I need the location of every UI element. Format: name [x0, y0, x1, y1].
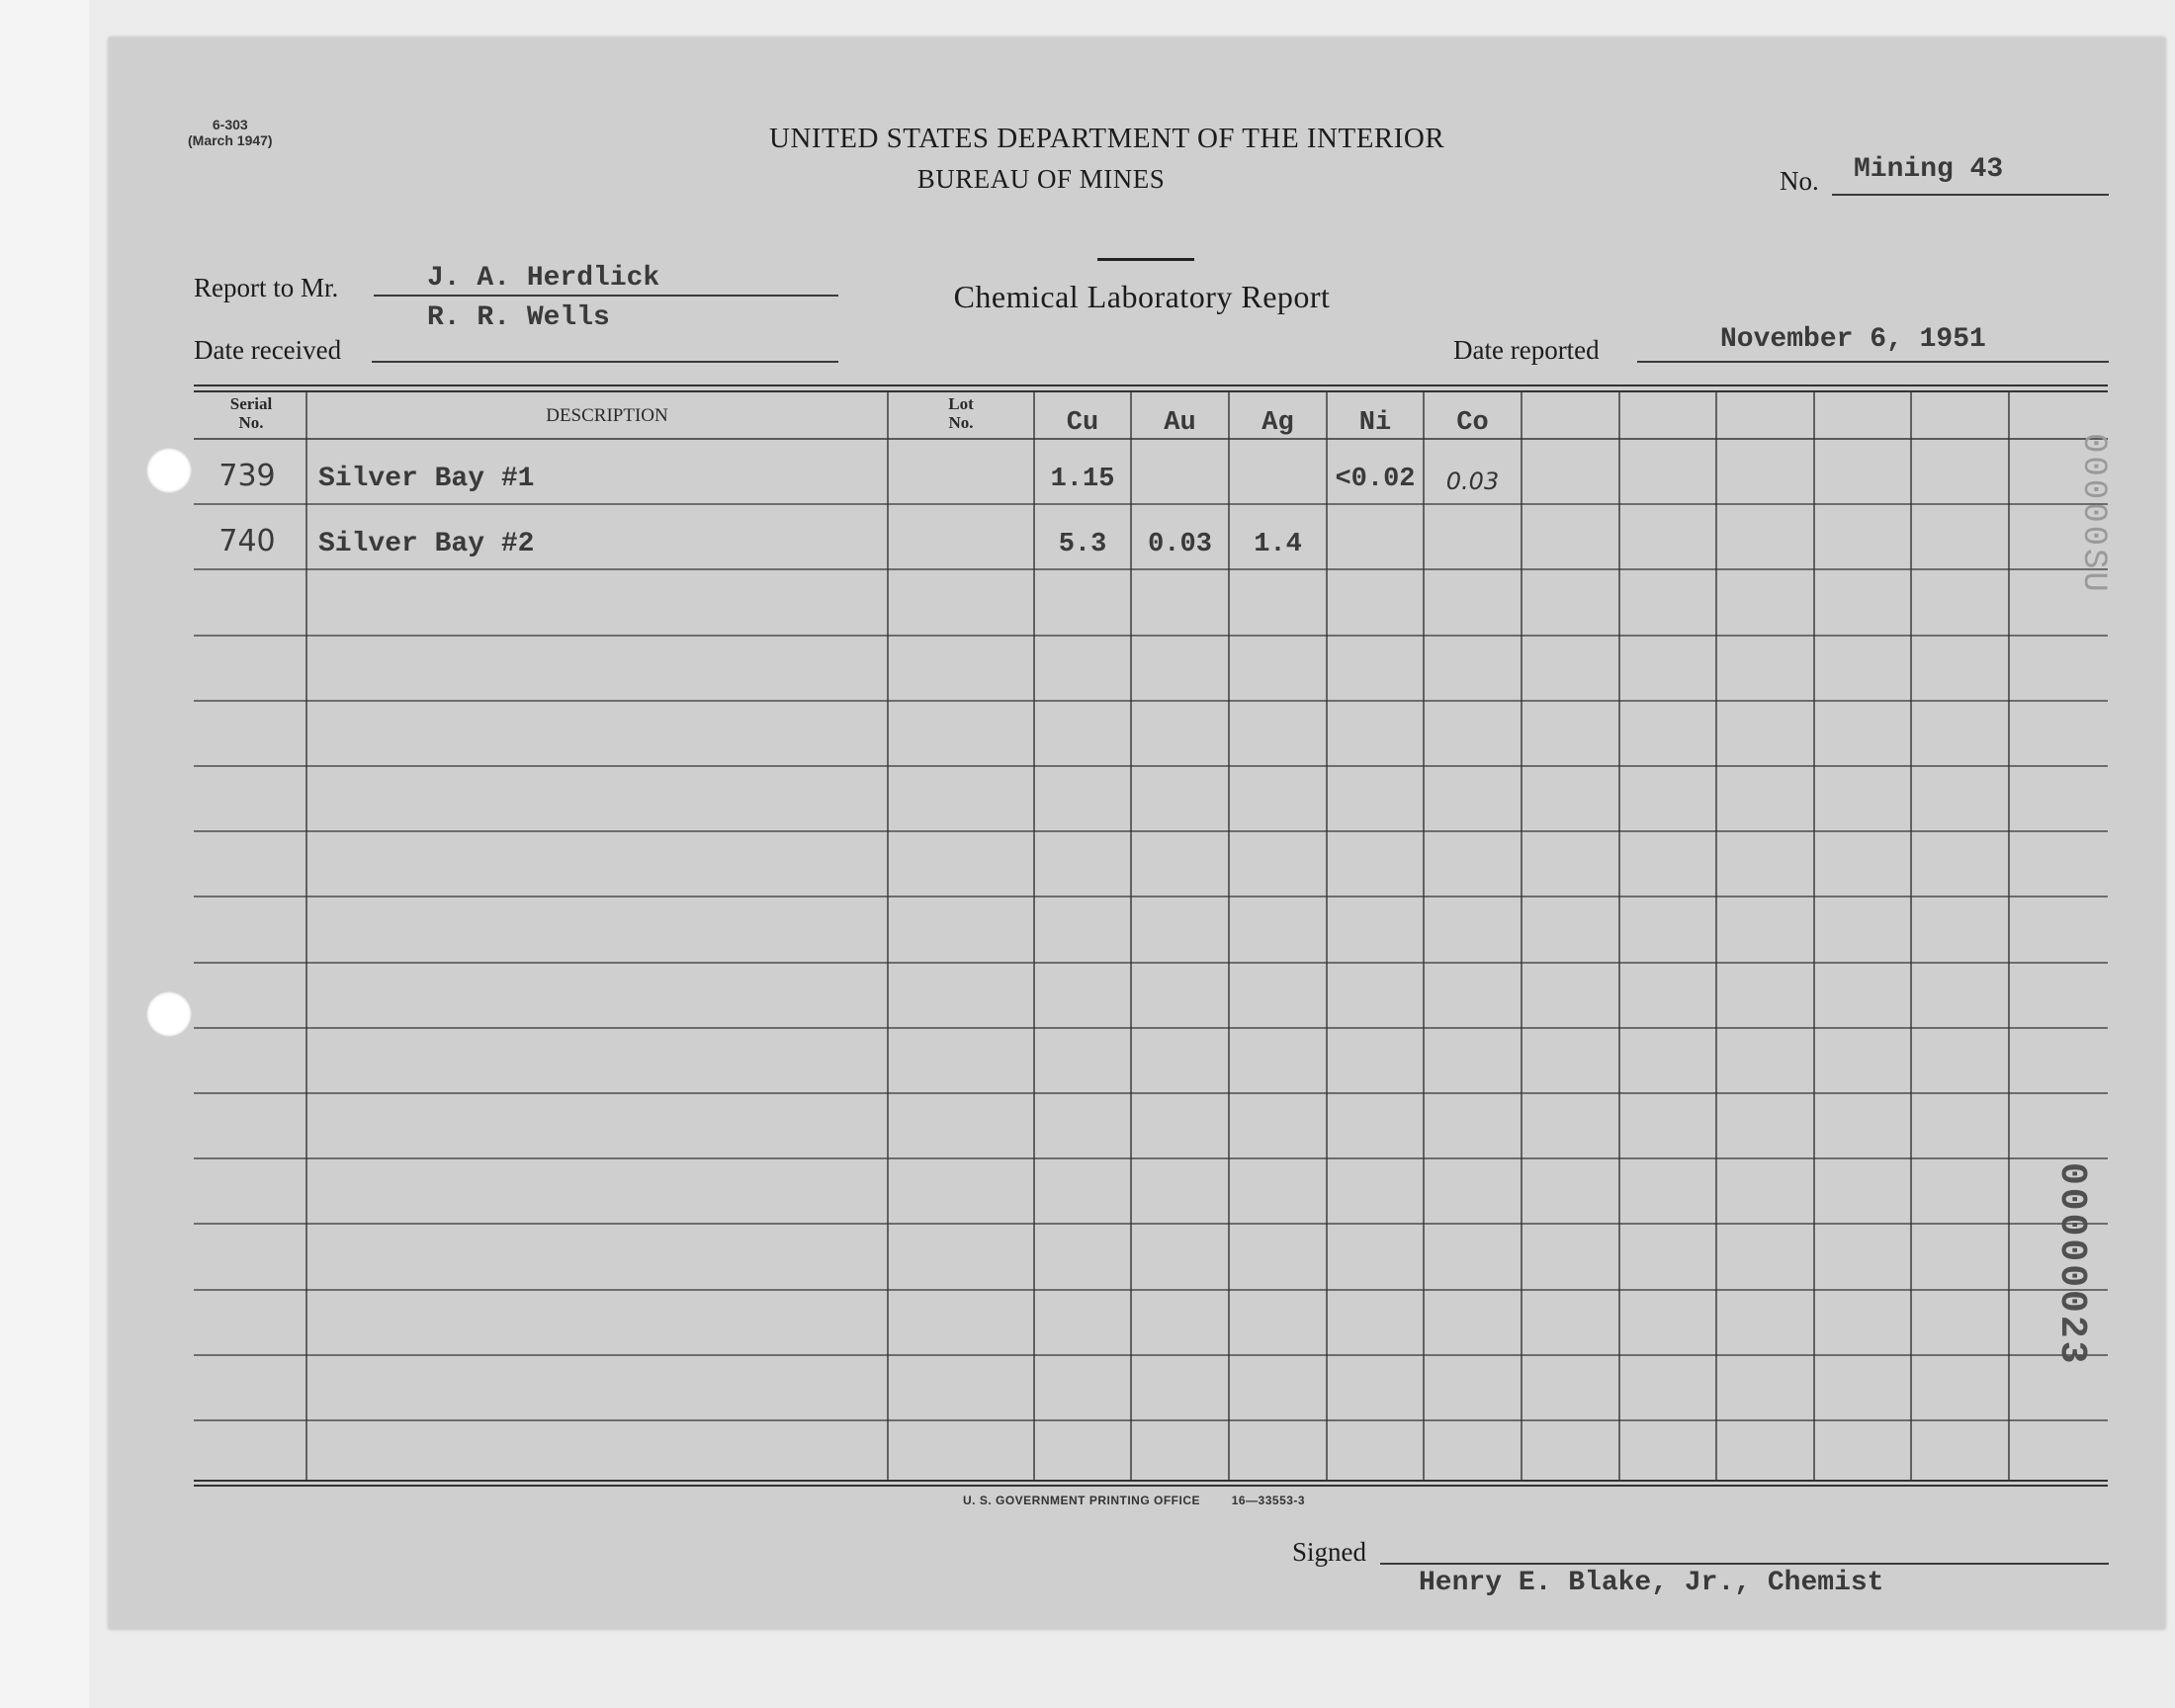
report-sheet — [109, 38, 2165, 1629]
element-header: Ag — [1262, 408, 1294, 438]
value-cell: <0.02 — [1335, 465, 1416, 494]
serial-cell: 740 — [218, 524, 276, 558]
report-to-name-2: R. R. Wells — [427, 302, 610, 333]
serial-header-sub: No. — [238, 413, 264, 432]
value-cell: 0.03 — [1445, 468, 1500, 495]
lot-header-sub: No. — [948, 413, 974, 432]
faint-stamp: 00000SU — [2074, 433, 2112, 595]
value-cell: 0.03 — [1148, 530, 1212, 559]
description-header: DESCRIPTION — [546, 405, 668, 426]
gpo-imprint — [963, 1494, 1305, 1507]
report-number-value: Mining 43 — [1854, 154, 2004, 185]
description-cell: Silver Bay #1 — [318, 464, 535, 494]
date-reported-label: Date reported — [1453, 335, 1600, 365]
serial-header: Serial — [229, 394, 273, 413]
signed-label: Signed — [1292, 1537, 1367, 1567]
value-cell: 1.4 — [1254, 530, 1302, 559]
report-to-label: Report to Mr. — [194, 273, 339, 302]
element-header: Cu — [1066, 408, 1099, 438]
form-code: 6-303 — [212, 117, 248, 132]
lot-header: Lot — [948, 394, 974, 413]
results-table — [109, 38, 2165, 1629]
report-title: Chemical Laboratory Report — [953, 279, 1331, 314]
value-cell: 1.15 — [1050, 465, 1115, 494]
bureau-heading: BUREAU OF MINES — [916, 164, 1166, 194]
report-to-name-1: J. A. Herdlick — [427, 263, 660, 294]
element-header: Co — [1456, 408, 1489, 438]
gpo-code: 16—33553-3 — [1231, 1494, 1306, 1507]
scan-margin — [0, 0, 89, 1708]
serial-cell: 739 — [218, 459, 276, 493]
description-cell: Silver Bay #2 — [318, 529, 535, 559]
signer-name: Henry E. Blake, Jr., Chemist — [1419, 1568, 1884, 1598]
department-heading: UNITED STATES DEPARTMENT OF THE INTERIOR — [769, 123, 1445, 154]
element-header: Au — [1164, 408, 1196, 438]
report-number-label: No. — [1780, 166, 1819, 196]
date-received-label: Date received — [194, 335, 342, 365]
document-number-stamp: 00000023 — [2050, 1162, 2093, 1367]
gpo-name: U. S. GOVERNMENT PRINTING OFFICE — [963, 1494, 1201, 1507]
form-date: (March 1947) — [188, 132, 273, 148]
value-cell: 5.3 — [1058, 530, 1107, 559]
signature-line — [1380, 1563, 2109, 1565]
table-cells — [218, 394, 1499, 559]
element-header: Ni — [1358, 408, 1392, 438]
date-reported-value: November 6, 1951 — [1720, 324, 1986, 355]
